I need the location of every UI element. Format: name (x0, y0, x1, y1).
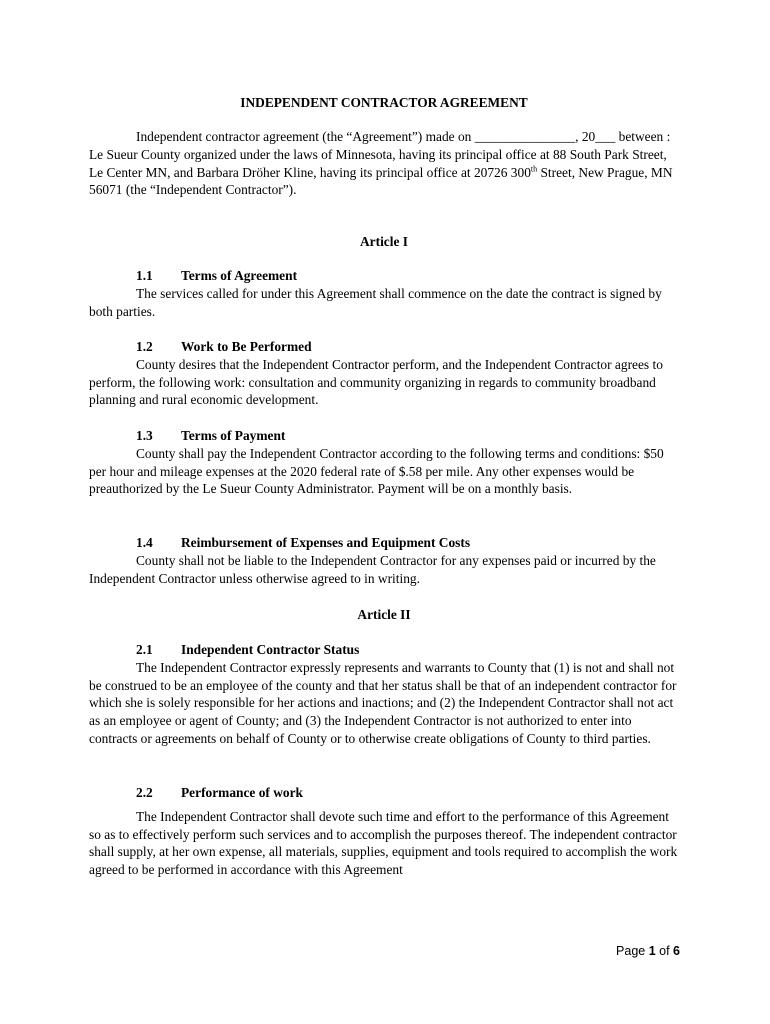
section-body: County desires that the Independent Contractor perform, and the Independent Contractor agrees to perform, the following work: consultation and community organizing in regards to community broadband planning and rural economic development. (89, 356, 663, 408)
section-title: Independent Contractor Status (181, 642, 360, 657)
section-heading (89, 641, 679, 659)
section-number: 1.2 (136, 339, 153, 354)
intro-paragraph (89, 128, 679, 199)
document-title: INDEPENDENT CONTRACTOR AGREEMENT (240, 95, 528, 110)
footer-page-total: 6 (673, 944, 680, 958)
intro-text-2: Street, New Prague, MN 56071 (the “Independent Contractor”). (89, 164, 673, 198)
section-2-2 (89, 784, 679, 879)
section-heading (89, 784, 679, 802)
footer-prefix: Page (616, 944, 649, 958)
section-1-3 (89, 427, 679, 498)
section-body: County shall pay the Independent Contractor according to the following terms and conditions: $50 per hour and mileage expenses at the 2020 federal rate of $.58 per mile. Any other expenses would be preauthorized by the Le Sueur County Administrator. Payment will be on a monthly basis. (89, 445, 664, 497)
section-2-1 (89, 641, 679, 748)
footer-mid: of (655, 944, 674, 958)
section-1-2 (89, 338, 679, 409)
section-heading (89, 427, 679, 445)
section-heading (89, 534, 679, 552)
section-body: The Independent Contractor expressly represents and warrants to County that (1) is not and shall not be construed to be an employee of the county and that her status shall be that of an independent contractor for which she is solely responsible for her actions and inactions; and (2) the Independent Contractor shall not act as an employee or agent of County; and (3) the Independent Contractor is not authorized to enter into contracts or agreements on behalf of County or to otherwise create obligations of County to third parties. (89, 659, 677, 746)
article-1-heading: Article I (360, 234, 408, 249)
section-heading (89, 338, 679, 356)
section-title: Terms of Payment (181, 428, 286, 443)
section-body: The Independent Contractor shall devote such time and effort to the performance of this Agreement so as to effectively perform such services and to accomplish the purposes thereof. The independent contractor shall supply, at her own expense, all materials, supplies, equipment and tools required to accomplish the work agreed to be performed in accordance with this Agreement (89, 808, 678, 878)
section-1-1 (89, 267, 679, 320)
section-body: The services called for under this Agreement shall commence on the date the contract is signed by both parties. (89, 285, 662, 319)
footer-page-number: 1 (648, 944, 656, 958)
section-1-4 (89, 534, 679, 587)
section-number: 1.4 (136, 535, 153, 550)
article-2-heading: Article II (357, 607, 411, 622)
section-title: Work to Be Performed (181, 339, 312, 354)
section-number: 2.2 (136, 785, 153, 800)
section-title: Reimbursement of Expenses and Equipment Costs (181, 535, 471, 550)
page-footer (616, 943, 680, 961)
section-number: 1.3 (136, 428, 153, 443)
section-body: County shall not be liable to the Independent Contractor for any expenses paid or incurred by the Independent Contractor unless otherwise agreed to in writing. (89, 552, 656, 586)
section-number: 1.1 (136, 268, 153, 283)
section-title: Terms of Agreement (181, 268, 298, 283)
section-title: Performance of work (181, 785, 303, 800)
section-number: 2.1 (136, 642, 153, 657)
intro-text-1: Independent contractor agreement (the “Agreement”) made on _______________, 20___ between : Le Sueur County organized under the laws of Minnesota, having its principal office at 88 South Park Street, Le Center MN, and Barbara Dröher Kline, having its principal office at 20726 300 (89, 129, 671, 180)
intro-superscript: th (530, 164, 538, 174)
section-heading (89, 267, 679, 285)
